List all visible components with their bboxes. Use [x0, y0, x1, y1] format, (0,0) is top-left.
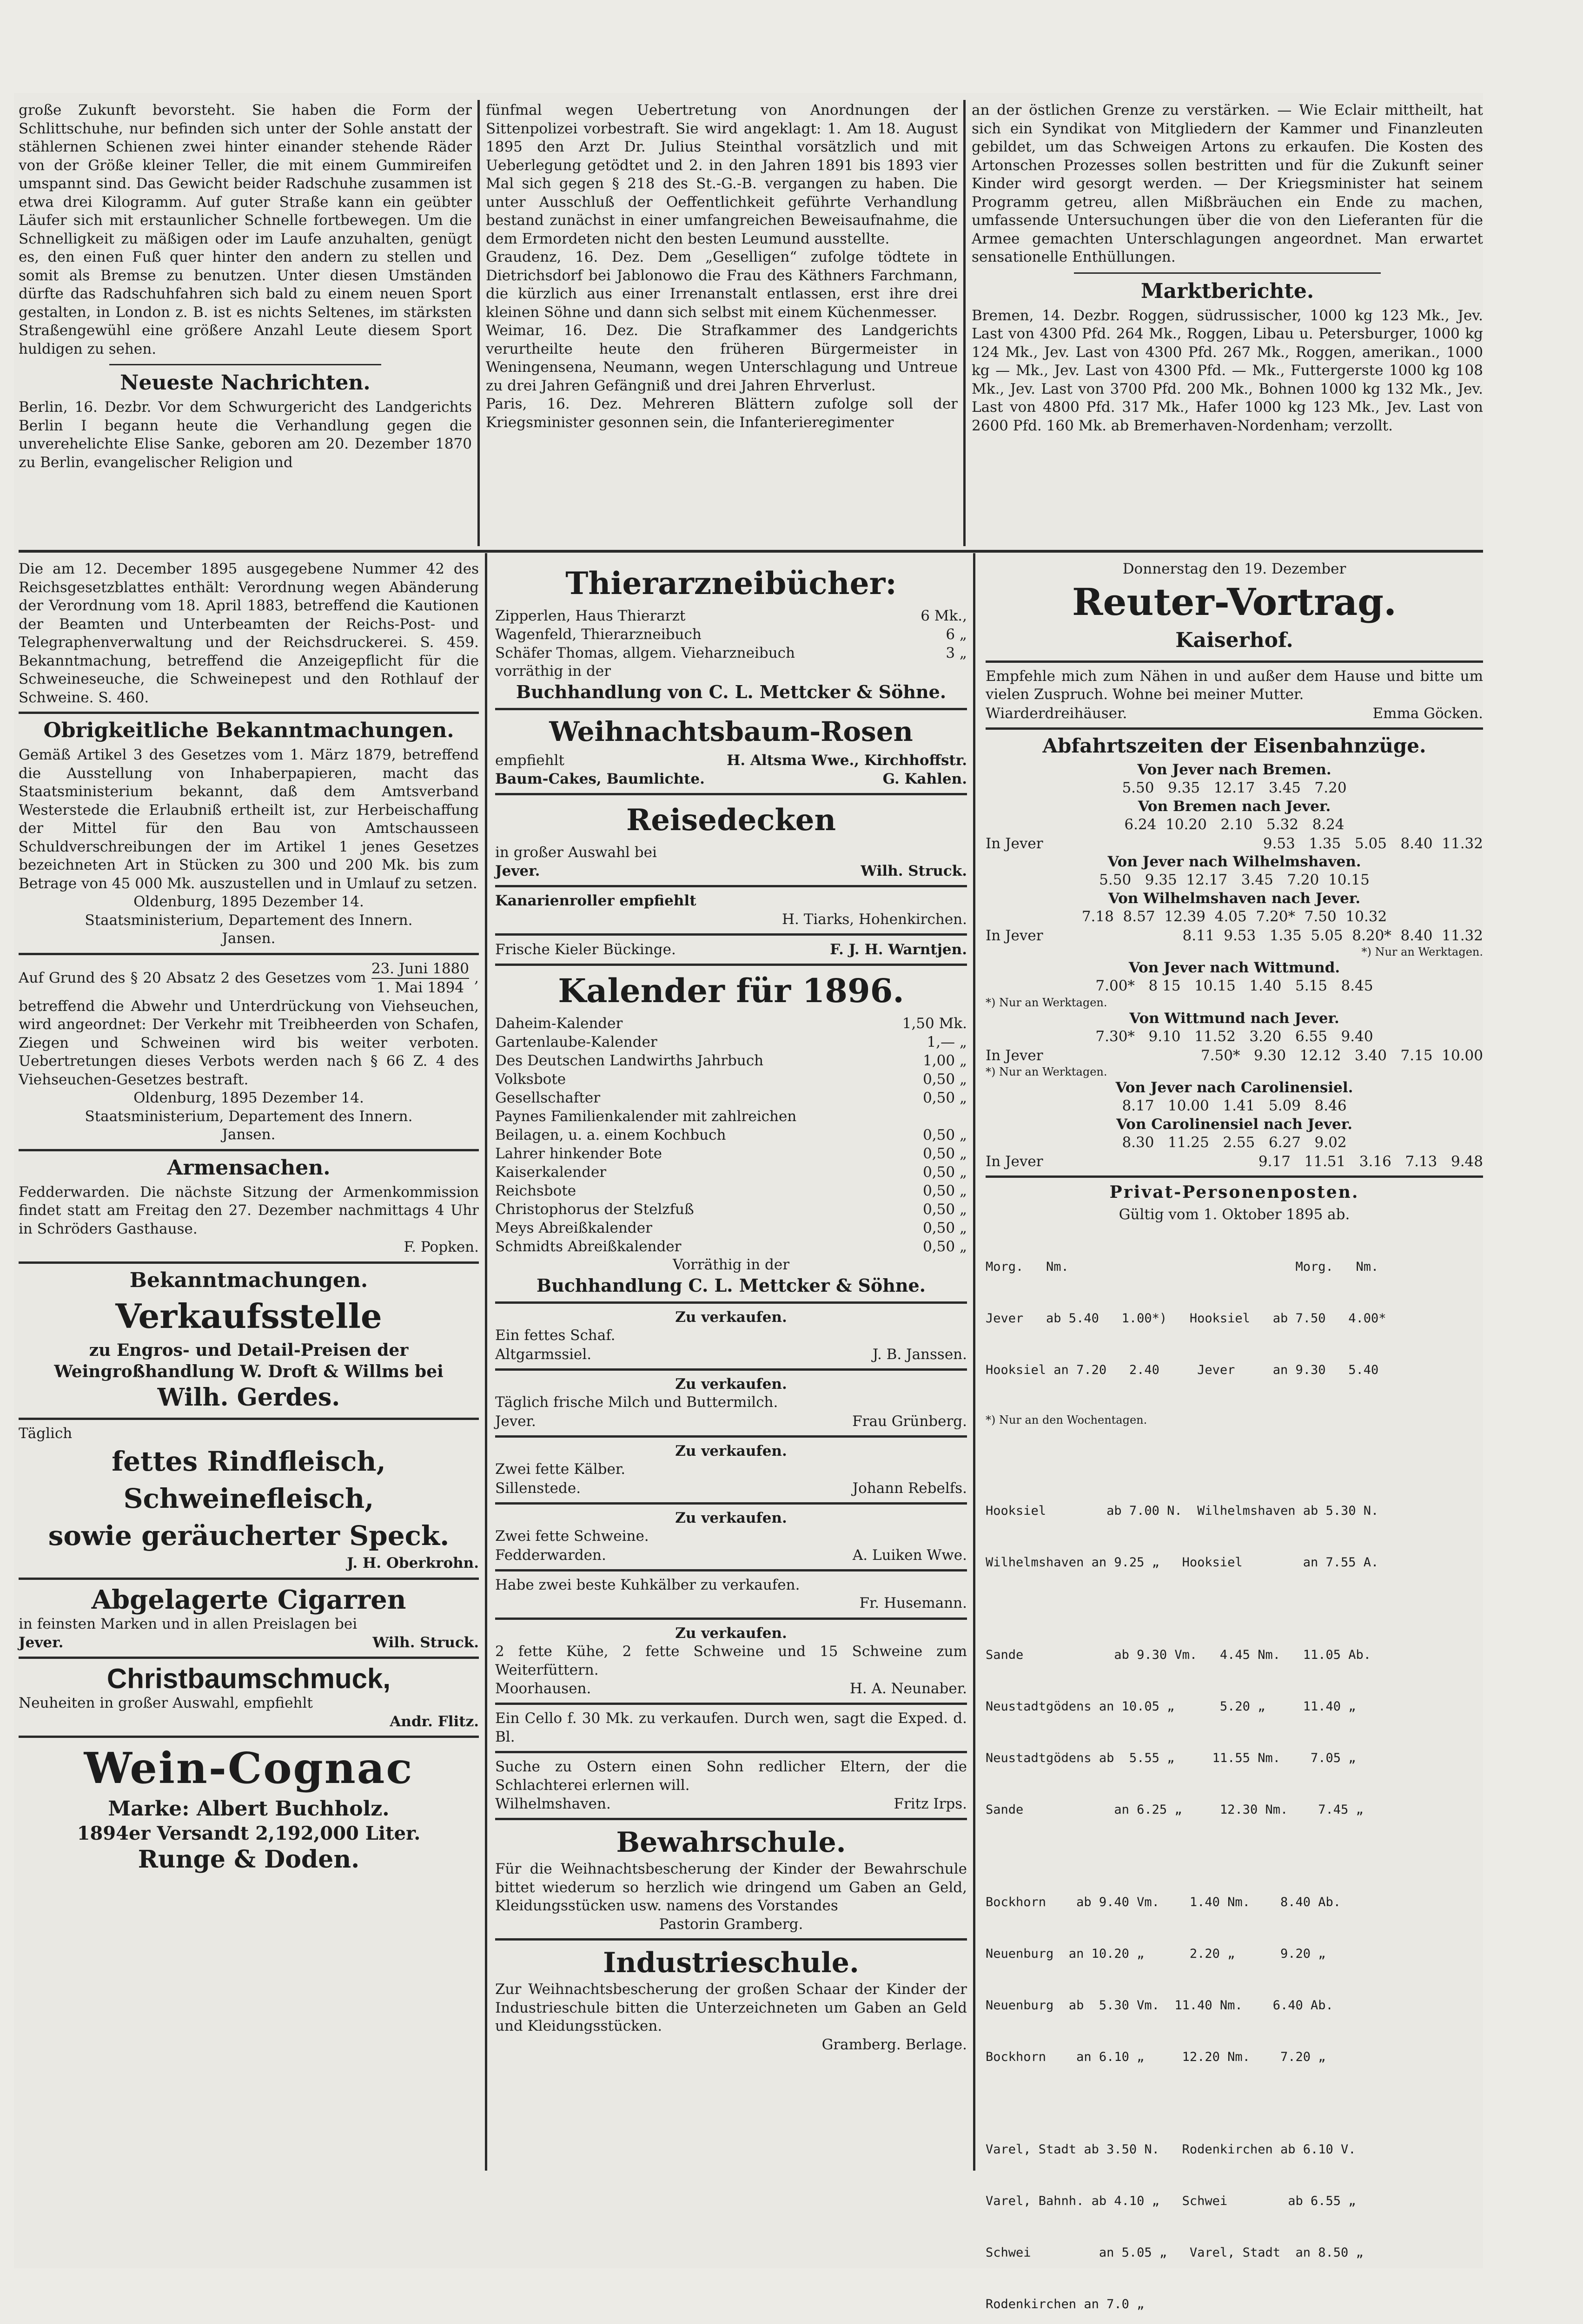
school1-title: Bewahrschule.: [616, 1826, 846, 1859]
sign-dept: Staatsministerium, Departement des Innern.: [85, 911, 413, 929]
divider: [495, 1618, 967, 1620]
tree-firm: H. Altsma Wwe., Kirchhoffstr.: [727, 752, 967, 769]
section-rule: [19, 550, 1483, 553]
sign-name: Jansen.: [222, 930, 276, 947]
cakes-text: Baum-Cakes, Baumlichte.: [495, 770, 705, 787]
list-item: Schmidts Abreißkalender 0,50 „: [495, 1238, 967, 1255]
verkauf-name: Wilh. Gerdes.: [157, 1383, 340, 1412]
wine-title: Wein-Cognac: [84, 1743, 414, 1793]
divider: [495, 1435, 967, 1438]
sale-text: Zwei fette Schweine.: [495, 1528, 649, 1545]
poor-notice: Fedderwarden. Die nächste Sitzung der Armenkommission findet statt am Freitag den 27. Dezember nachmittags 4 Uhr in Schröders Gasthause.: [19, 1183, 479, 1237]
sale-heading: Zu verkaufen.: [675, 1375, 787, 1393]
vet-avail: vorräthig in der: [495, 663, 611, 680]
court-article: fünfmal wegen Uebertretung von Anordnungen der Sittenpolizei vorbestraft. Sie wird angeklagt: 1. Am 18. August 1895 den Arzt Dr. Julius Steinthal vorsätzlich und mit Ueberlegung getödtet und 2. in den Jahren 1891 bis 1893 vier Mal sich gegen § 218 des St.-G.-B. vergangen zu haben. Die unter Ausschluß der Oeffentlichkeit geführte Verhandlung bestand zunächst in einer umfangreichen Beweisaufnahme, die dem Ermordeten nicht den besten Leumund ausstellte.: [486, 102, 958, 247]
kiel-text: Frische Kieler Bückinge.: [495, 941, 676, 958]
list-item: Christophorus der Stelzfuß 0,50 „: [495, 1201, 967, 1218]
list-item: Meys Abreißkalender 0,50 „: [495, 1220, 967, 1236]
sew-text: Empfehle mich zum Nähen in und außer dem Hause und bitte um vielen Zuspruch. Wohne bei meiner Mutter.: [986, 667, 1483, 703]
divider: [986, 1175, 1483, 1178]
divider: [19, 953, 479, 955]
rail-heading: Abfahrtszeiten der Eisenbahnzüge.: [1042, 734, 1426, 757]
post-timetable: Morg. Nm. Morg. Nm. Jever ab 5.40 1.00*) Hooksiel ab 7.50 4.00* Hooksiel an 7.20 2.40 Jever an 9.30 5.40 *) Nur an den Wochentagen. Hooksiel ab 7.00 N. Wilhelmshaven ab 5.30 N. Wilhelmshaven an 9.25 „ Hooksiel an 7.55 A. Sande ab 9.30 Vm. 4.45 Nm. 11.05 Ab. Neustadtgödens an 10.05 „ 5.20 „ 11.40 „ Neustadtgödens ab 5.55 „ 11.55 Nm. 7.05 „ Sande an 6.25 „ 12.30 Nm. 7.45 „ Bockhorn ab 9.40 Vm. 1.40 Nm. 8.40 Ab. Neuenburg an 10.20 „ 2.20 „ 9.20 „ Neuenburg ab 5.30 Vm. 11.40 Nm. 6.40 Ab. Bockhorn an 6.10 „ 12.20 Nm. 7.20 „ Varel, Stadt ab 3.50 N. Rodenkirchen ab 6.10 V. Varel, Bahnh. ab 4.10 „ Schwei ab 6.55 „ Schwei an 5.05 „ Varel, Stadt an 8.50 „ Rodenkirchen an 7.0 „: [986, 1260, 1386, 2311]
verkauf-text: zu Engros- und Detail-Preisen der Weingroßhandlung W. Droft & Willms bei: [54, 1340, 444, 1381]
school2-title: Industrieschule.: [603, 1947, 859, 1979]
poor-heading: Armensachen.: [167, 1155, 331, 1180]
divider: [1074, 272, 1381, 274]
divider: [19, 1149, 479, 1151]
reuter-date: Donnerstag den 19. Dezember: [1122, 561, 1346, 577]
sale-heading: Zu verkaufen.: [675, 1308, 787, 1326]
bond-notice: Gemäß Artikel 3 des Gesetzes vom 1. März 1879, betreffend die Ausstellung von Inhaberpapieren, macht das Staatsministerium bekannt, daß dem Amtsverband Westerstede die Erlaubniß ertheilt ist, zur Herbeischaffung der Mittel für den Bau von Amtschausseen Schuldverschreibungen der im Artikel 1 jenes Gesetzes bezeichneten Art in Stücken zu 300 und 200 Mk. bis zum Betrage von 45 000 Mk. auszustellen und in Umlauf zu setzen.: [19, 746, 479, 892]
divider: [495, 1818, 967, 1820]
sale-text: Täglich frische Milch und Buttermilch.: [495, 1394, 778, 1411]
weimar-article: Weimar, 16. Dez. Die Strafkammer des Landgerichts verurtheilte heute den früheren Bürgermeister in Weningensena, Neumann, wegen Unterschlagung und Untreue zu drei Jahren Gefängniß und drei Jahren Ehrverlust.: [486, 322, 958, 394]
wine-volume: 1894er Versandt 2,192,000 Liter.: [77, 1822, 421, 1844]
news-heading: Neueste Nachrichten.: [120, 371, 371, 395]
official-heading: Obrigkeitliche Bekanntmachungen.: [43, 719, 454, 742]
cakes-name: G. Kahlen.: [882, 770, 967, 787]
divider: [495, 793, 967, 795]
skates-article: große Zukunft bevorsteht. Sie haben die Form der Schlittschuhe, nur befinden sich unter der Sohle anstatt der stählernen Schienen zwei hinter einander stehende Räder von der Größe kleiner Teller, die mit einem Gummireifen umspannt sind. Das Gewicht beider Radschuhe zusammen ist etwa drei Kilogramm. Auf guter Straße kann ein geübter Läufer sich mit erstaunlicher Schnelle fortbewegen. Um die Schnelligkeit zu mäßigen oder im Laufe anzuhalten, genügt es, den einen Fuß quer hinter den andern zu stellen und somit als Bremse zu benutzen. Unter diesen Umständen dürfte das Radschuhfahren sich bald zu einem neuen Sport gestalten, in London z. B. ist es nichts Seltenes, im stärksten Straßengewühl eine größere Anzahl Leute diesem Sport huldigen zu sehen.: [19, 102, 472, 357]
cigar-name: Wilh. Struck.: [372, 1634, 479, 1651]
list-item: Schäfer Thomas, allgem. Vieharzneibuch 3 „: [495, 645, 967, 661]
cigar-place: Jever.: [19, 1634, 64, 1651]
column-rule: [973, 553, 975, 2171]
xmas-name: Andr. Flitz.: [390, 1713, 479, 1730]
school2-sign: Gramberg. Berlage.: [821, 2036, 967, 2053]
blanket-name: Wilh. Struck.: [861, 863, 967, 879]
top-column-2: [486, 101, 958, 548]
vet-books: [495, 607, 967, 662]
school1-text: Für die Weihnachtsbescherung der Kinder der Bewahrschule bittet wiederum so herzlich wie dringend um Gaben an Geld, Kleidungsstücken usw. namens des Vorstandes: [495, 1861, 967, 1914]
canary-name: H. Tiarks, Hohenkirchen.: [782, 911, 967, 928]
list-item: Reichsbote 0,50 „: [495, 1182, 967, 1199]
sign-name: Jansen.: [222, 1126, 276, 1143]
top-column-3: [972, 101, 1483, 548]
divider: [495, 708, 967, 710]
list-item: Daheim-Kalender 1,50 Mk.: [495, 1015, 967, 1032]
market-heading: Marktberichte.: [1140, 279, 1314, 303]
meat-line-2: Schweinefleisch,: [123, 1483, 374, 1514]
calendar-title: Kalender für 1896.: [558, 971, 904, 1010]
divider: [495, 1368, 967, 1371]
sale-text: 2 fette Kühe, 2 fette Schweine und 15 Schweine zum Weiterfüttern.: [495, 1643, 967, 1678]
ads-column-right: Donnerstag den 19. Dezember Reuter-Vortrag. Kaiserhof. Empfehle mich zum Nähen in und außer dem Hause und bitte um vielen Zuspruch. Wohne bei meiner Mutter. Wiarderdreihäuser. Emma Göcken. Abfahrtszeiten der Eisenbahnzüge. Von Jever nach Bremen. 5.50 9.35 12.17 3.45 7.20 Von Bremen nach Jever. 6.24 10.20 2.10 5.32 8.24 In Jever 9.53 1.35 5.05 8.40 11.32 Von Jever nach Wilhelmshaven. 5.50 9.35 12.17 3.45 7.20 10.15 Von Wilhelmshaven nach Jever. 7.18 8.57 12.39 4.05 7.20* 7.50 10.32 In Jever 8.11 9.53 1.35 5.05 8.20* 8.40 11.32 *) Nur an Werktagen. Von Jever nach Wittmund. 7.00* 8 15 10.15 1.40 5.15 8.45 *) Nur an Werktagen. Von Wittmund nach Jever. 7.30* 9.10 11.52 3.20 6.55 9.40 In Jever 7.50* 9.30 12.12 3.40 7.15 10.00 *) Nur an Werktagen. Von Jever nach Carolinensiel. 8.17 10.00 1.41 5.09 8.46 Von Carolinensiel nach Jever. 8.30 11.25 2.55 6.27 9.02 In Jever 9.17 11.51 3.16 7.13 9.48 Privat-Personenposten. Gültig vom 1. Oktober 1895 ab. Morg. Nm. Morg. Nm. Jever ab 5.40 1.00*) Hooksiel ab 7.50 4.00* Hooksiel an 7.20 2.40 Jever an 9.30 5.40 *) Nur an den Wochentagen. Hooksiel ab 7.00 N. Wilhelmshaven ab 5.30 N. Wilhelmshaven an 9.25 „ Hooksiel an 7.55 A. Sande ab 9.30 Vm. 4.45 Nm. 11.05 Ab. Neustadtgödens an 10.05 „ 5.20 „ 11.40 „ Neustadtgödens ab 5.55 „ 11.55 Nm. 7.05 „ Sande an 6.25 „ 12.30 Nm. 7.45 „ Bockhorn ab 9.40 Vm. 1.40 Nm. 8.40 Ab. Neuenburg an 10.20 „ 2.20 „ 9.20 „ Neuenburg ab 5.30 Vm. 11.40 Nm. 6.40 Ab. Bockhorn an 6.10 „ 12.20 Nm. 7.20 „ Varel, Stadt ab 3.50 N. Rodenkirchen ab 6.10 V. Varel, Bahnh. ab 4.10 „ Schwei ab 6.55 „ Schwei an 5.05 „ Varel, Stadt an 8.50 „ Rodenkirchen an 7.0 „: [986, 560, 1483, 2173]
paris-continued: an der östlichen Grenze zu verstärken. — Wie Eclair mittheilt, hat sich ein Syndikat von Mitgliedern der Kammer und Finanzleuten gebildet, um das Schweigen Artons zu erkaufen. Die Kosten des Artonschen Prozesses sollen bestritten und für die Zukunft seiner Kinder wird gesorgt werden. — Der Kriegsminister hat seinem Programm getreu, allen Mißbräuchen ein Ende zu machen, umfassende Untersuchungen über die von den Lieferanten für die Armee gemachten Unterschlagungen angeordnet. Man erwartet sensationelle Enthüllungen.: [972, 102, 1483, 265]
sale-text: Ein fettes Schaf.: [495, 1327, 616, 1344]
column-rule: [477, 100, 480, 546]
graudenz-article: Graudenz, 16. Dez. Dem „Geselligen“ zufolge tödtete in Dietrichsdorf bei Jablonowo die Frau des Käthners Farchmann, die kürzlich aus einer Irrenanstalt entlassen, erst ihre drei kleinen Söhne und dann sich selbst mit einem Küchenmesser.: [486, 249, 958, 321]
list-item: Volksbote 0,50 „: [495, 1071, 967, 1088]
top-column-1: [19, 101, 472, 548]
post-valid: Gültig vom 1. Oktober 1895 ab.: [1119, 1206, 1350, 1223]
divider: [986, 660, 1483, 663]
blanket-text: in großer Auswahl bei: [495, 844, 657, 861]
divider: [495, 1938, 967, 1941]
ads-column-left: [19, 560, 479, 2173]
sale-heading: Zu verkaufen.: [675, 1624, 787, 1642]
wine-firm: Runge & Doden.: [138, 1845, 360, 1874]
rail-timetable: Von Jever nach Bremen. 5.50 9.35 12.17 3.45 7.20 Von Bremen nach Jever. 6.24 10.20 2.10 5.32 8.24 In Jever 9.53 1.35 5.05 8.40 11.32 Von Jever nach Wilhelmshaven. 5.50 9.35 12.17 3.45 7.20 10.15 Von Wilhelmshaven nach Jever. 7.18 8.57 12.39 4.05 7.20* 7.50 10.32 In Jever 8.11 9.53 1.35 5.05 8.20* 8.40 11.32 *) Nur an Werktagen. Von Jever nach Wittmund. 7.00* 8 15 10.15 1.40 5.15 8.45 *) Nur an Werktagen. Von Wittmund nach Jever. 7.30* 9.10 11.52 3.20 6.55 9.40 In Jever 7.50* 9.30 12.12 3.40 7.15 10.00 *) Nur an Werktagen. Von Jever nach Carolinensiel. 8.17 10.00 1.41 5.09 8.46 Von Carolinensiel nach Jever. 8.30 11.25 2.55 6.27 9.02 In Jever 9.17 11.51 3.16 7.13 9.48: [986, 761, 1483, 1170]
verkauf-title: Verkaufsstelle: [115, 1296, 382, 1336]
post-heading: Privat-Personenposten.: [1109, 1182, 1359, 1202]
meat-sign: J. H. Oberkrohn.: [347, 1555, 479, 1571]
meat-line-3: sowie geräucherter Speck.: [48, 1520, 450, 1552]
divider: [19, 1261, 479, 1264]
tree-title: Weihnachtsbaum-Rosen: [549, 715, 913, 747]
divider: [109, 364, 381, 365]
market-report: Bremen, 14. Dezbr. Roggen, südrussischer, 1000 kg 123 Mk., Jev. Last von 4300 Pfd. 264 Mk., Roggen, Libau u. Petersburger, 1000 kg 124 Mk., Jev. Last von 4300 Pfd. 267 Mk., Roggen, amerikan., 1000 kg — Mk., Jev. Last von 4300 Pfd. — Mk., Futtergerste 1000 kg 108 Mk., Jev. Last von 3700 Pfd. 200 Mk., Bohnen 1000 kg 132 Mk., Jev. Last von 4800 Pfd. 317 Mk., Hafer 1000 kg 123 Mk., Jev. Last von 2600 Pfd. 160 Mk. ab Bremerhaven-Nordenham; verzollt.: [972, 307, 1483, 434]
xmas-title: Christbaumschmuck,: [106, 1663, 391, 1694]
divider: [19, 712, 479, 714]
list-item: Kaiserkalender 0,50 „: [495, 1164, 967, 1181]
calf-text: Habe zwei beste Kuhkälber zu verkaufen.: [495, 1576, 800, 1593]
divider: [19, 1736, 479, 1738]
ads-column-middle: Thierarzneibücher: Zipperlen, Haus Thierarzt 6 Mk., Wagenfeld, Thierarzneibuch 6 „ Schäfer Thomas, allgem. Vieharzneibuch 3 „ vorräthig in der Buchhandlung von C. L. Mettcker & Söhne. Weihnachtsbaum-Rosen empfiehlt H. Altsma Wwe., Kirchhoffstr. Baum-Cakes, Baumlichte. G. Kahlen. Reisedecken in großer Auswahl bei Jever. Wilh. Struck. Kanarienroller empfiehlt H. Tiarks, Hohenkirchen. Frische Kieler Bückinge. F. J. H. Warntjen. Kalender für 1896. Daheim-Kalender 1,50 Mk. Gartenlaube-Kalender 1,— „ Des Deutschen Landwirths Jahrbuch 1,00 „ Volksbote 0,50 „ Gesellschafter 0,50 „ Paynes Familienkalender mit zahlreichen Beilagen, u. a. einem Kochbuch 0,50 „ Lahrer hinkender Bote 0,50 „ Kaiserkalender 0,50 „ Reichsbote 0,50 „ Christophorus der Stelzfuß 0,50 „ Meys Abreißkalender 0,50 „ Schmidts Abreißkalender 0,50 „ Vorräthig in der Buchhandlung C. L. Mettcker & Söhne. Zu verkaufen. Ein fettes Schaf. Altgarmssiel. J. B. Janssen. Zu verkaufen. Täglich frische Milch und Buttermilch. Jever. Frau Grünberg. Zu verkaufen. Zwei fette Kälber. Sillenstede. Johann Rebelfs. Zu verkaufen. Zwei fette Schweine. Fedderwarden. A. Luiken Wwe. Habe zwei beste Kuhkälber zu verkaufen. Fr. Husemann. Zu verkaufen. 2 fette Kühe, 2 fette Schweine und 15 Schweine zum Weiterfüttern. Moorhausen. H. A. Neunaber. Ein Cello f. 30 Mk. zu verkaufen. Durch wen, sagt die Exped. d. Bl. Suche zu Ostern einen Sohn redlicher Eltern, der die Schlachterei erlernen will. Wilhelmshaven. Fritz Irps. Bewahrschule. Für die Weihnachtsbescherung der Kinder der Bewahrschule bittet wiederum so herzlich wie dringend um Gaben an Geld, Kleidungsstücken usw. namens des Vorstandes Pastorin Gramberg. Industrieschule. Zur Weihnachtsbescherung der großen Schaar der Kinder der Industrieschule bitten die Unterzeichneten um Gaben an Geld und Kleidungsstücken. Gramberg. Berlage.: [495, 560, 967, 2173]
list-item: Wagenfeld, Thierarzneibuch 6 „: [495, 626, 967, 643]
divider: [495, 964, 967, 966]
cigar-text: in feinsten Marken und in allen Preislagen bei: [19, 1615, 358, 1632]
divider: [495, 933, 967, 936]
sale-text: Zwei fette Kälber.: [495, 1461, 626, 1478]
sale-heading: Zu verkaufen.: [675, 1442, 787, 1459]
divider: [495, 1301, 967, 1304]
reuter-title: Reuter-Vortrag.: [1072, 580, 1397, 624]
vet-shop: Buchhandlung von C. L. Mettcker & Söhne.: [516, 681, 947, 702]
reuter-place: Kaiserhof.: [1175, 628, 1293, 652]
blanket-place: Jever.: [495, 863, 540, 879]
wine-brand: Marke: Albert Buchholz.: [108, 1797, 390, 1821]
blanket-title: Reisedecken: [626, 802, 836, 838]
reichsgesetzblatt-notice: Die am 12. December 1895 ausgegebene Nummer 42 des Reichsgesetzblattes enthält: Verordnung wegen Abänderung der Verordnung vom 18. April 1883, betreffend die Kautionen der Beamten und Unterbeamten der Reichs-Post- und Telegraphenverwaltung und der Reichsdruckerei. S. 459. Bekanntmachung, betreffend die Anzeigepflicht für die Schweineseuche, die Schweinepest und den Rothlauf der Schweine. S. 460.: [19, 561, 479, 706]
apprentice-text: Suche zu Ostern einen Sohn redlicher Eltern, der die Schlachterei erlernen will.: [495, 1758, 967, 1794]
cal-shop: Buchhandlung C. L. Mettcker & Söhne.: [536, 1274, 926, 1296]
school1-sign: Pastorin Gramberg.: [659, 1915, 803, 1933]
list-item: Paynes Familienkalender mit zahlreichen Beilagen, u. a. einem Kochbuch 0,50 „: [495, 1108, 967, 1143]
divider: [495, 1751, 967, 1753]
list-item: Zipperlen, Haus Thierarzt 6 Mk.,: [495, 607, 967, 624]
kiel-name: F. J. H. Warntjen.: [830, 941, 967, 958]
berlin-article: Berlin, 16. Dezbr. Vor dem Schwurgericht des Landgerichts Berlin I begann heute die Verhandlung gegen die unverehelichte Elise Sanke, geboren am 20. Dezember 1870 zu Berlin, evangelischer Religion und: [19, 399, 472, 471]
divider: [495, 1502, 967, 1505]
calendar-list: [495, 1014, 967, 1256]
calf-name: Fr. Husemann.: [859, 1595, 967, 1611]
school2-text: Zur Weihnachtsbescherung der großen Schaar der Kinder der Industrieschule bitten die Unterzeichneten um Gaben an Geld und Kleidungsstücken.: [495, 1981, 967, 2034]
poor-sign: F. Popken.: [404, 1239, 479, 1255]
list-item: Lahrer hinkender Bote 0,50 „: [495, 1145, 967, 1162]
divider: [19, 1657, 479, 1659]
column-rule: [963, 100, 966, 546]
paris-article: Paris, 16. Dez. Mehreren Blättern zufolge soll der Kriegsminister gesonnen sein, die Infanterieregimenter: [486, 396, 958, 431]
sign-place: Oldenburg, 1895 Dezember 14.: [133, 893, 364, 910]
vet-title: Thierarzneibücher:: [565, 565, 897, 601]
list-item: Gartenlaube-Kalender 1,— „: [495, 1034, 967, 1050]
meat-line-1: fettes Rindfleisch,: [112, 1446, 386, 1477]
divider: [986, 727, 1483, 730]
divider: [19, 1578, 479, 1580]
list-item: Gesellschafter 0,50 „: [495, 1089, 967, 1106]
meat-daily: Täglich: [19, 1425, 73, 1442]
sign-place: Oldenburg, 1895 Dezember 14.: [133, 1089, 364, 1106]
divider: [495, 885, 967, 887]
list-item: Des Deutschen Landwirths Jahrbuch 1,00 „: [495, 1052, 967, 1069]
divider: [19, 1418, 479, 1420]
divider: [495, 1569, 967, 1571]
tree-text: empfiehlt: [495, 752, 564, 769]
cal-avail: Vorräthig in der: [672, 1256, 790, 1273]
divider: [495, 1703, 967, 1705]
cello-text: Ein Cello f. 30 Mk. zu verkaufen. Durch wen, sagt die Exped. d. Bl.: [495, 1710, 967, 1745]
xmas-text: Neuheiten in großer Auswahl, empfiehlt: [19, 1695, 313, 1711]
epidemic-notice: Auf Grund des § 20 Absatz 2 des Gesetzes vom 23. Juni 1880 1. Mai 1894 , betreffend die Abwehr und Unterdrückung von Viehseuchen, wird angeordnet: Der Verkehr mit Treibheerden von Schafen, Ziegen und Schweinen wird bis weiter verboten. Uebertretungen dieses Verbots werden nach § 66 Z. 4 des Viehseuchen-Gesetzes bestraft.: [19, 960, 479, 1088]
sign-dept: Staatsministerium, Departement des Innern.: [85, 1108, 413, 1125]
canary-text: Kanarienroller empfiehlt: [495, 892, 696, 909]
sale-heading: Zu verkaufen.: [675, 1509, 787, 1526]
notices-heading: Bekanntmachungen.: [129, 1268, 368, 1292]
cigar-title: Abgelagerte Cigarren: [91, 1584, 406, 1615]
column-rule: [485, 553, 487, 2171]
